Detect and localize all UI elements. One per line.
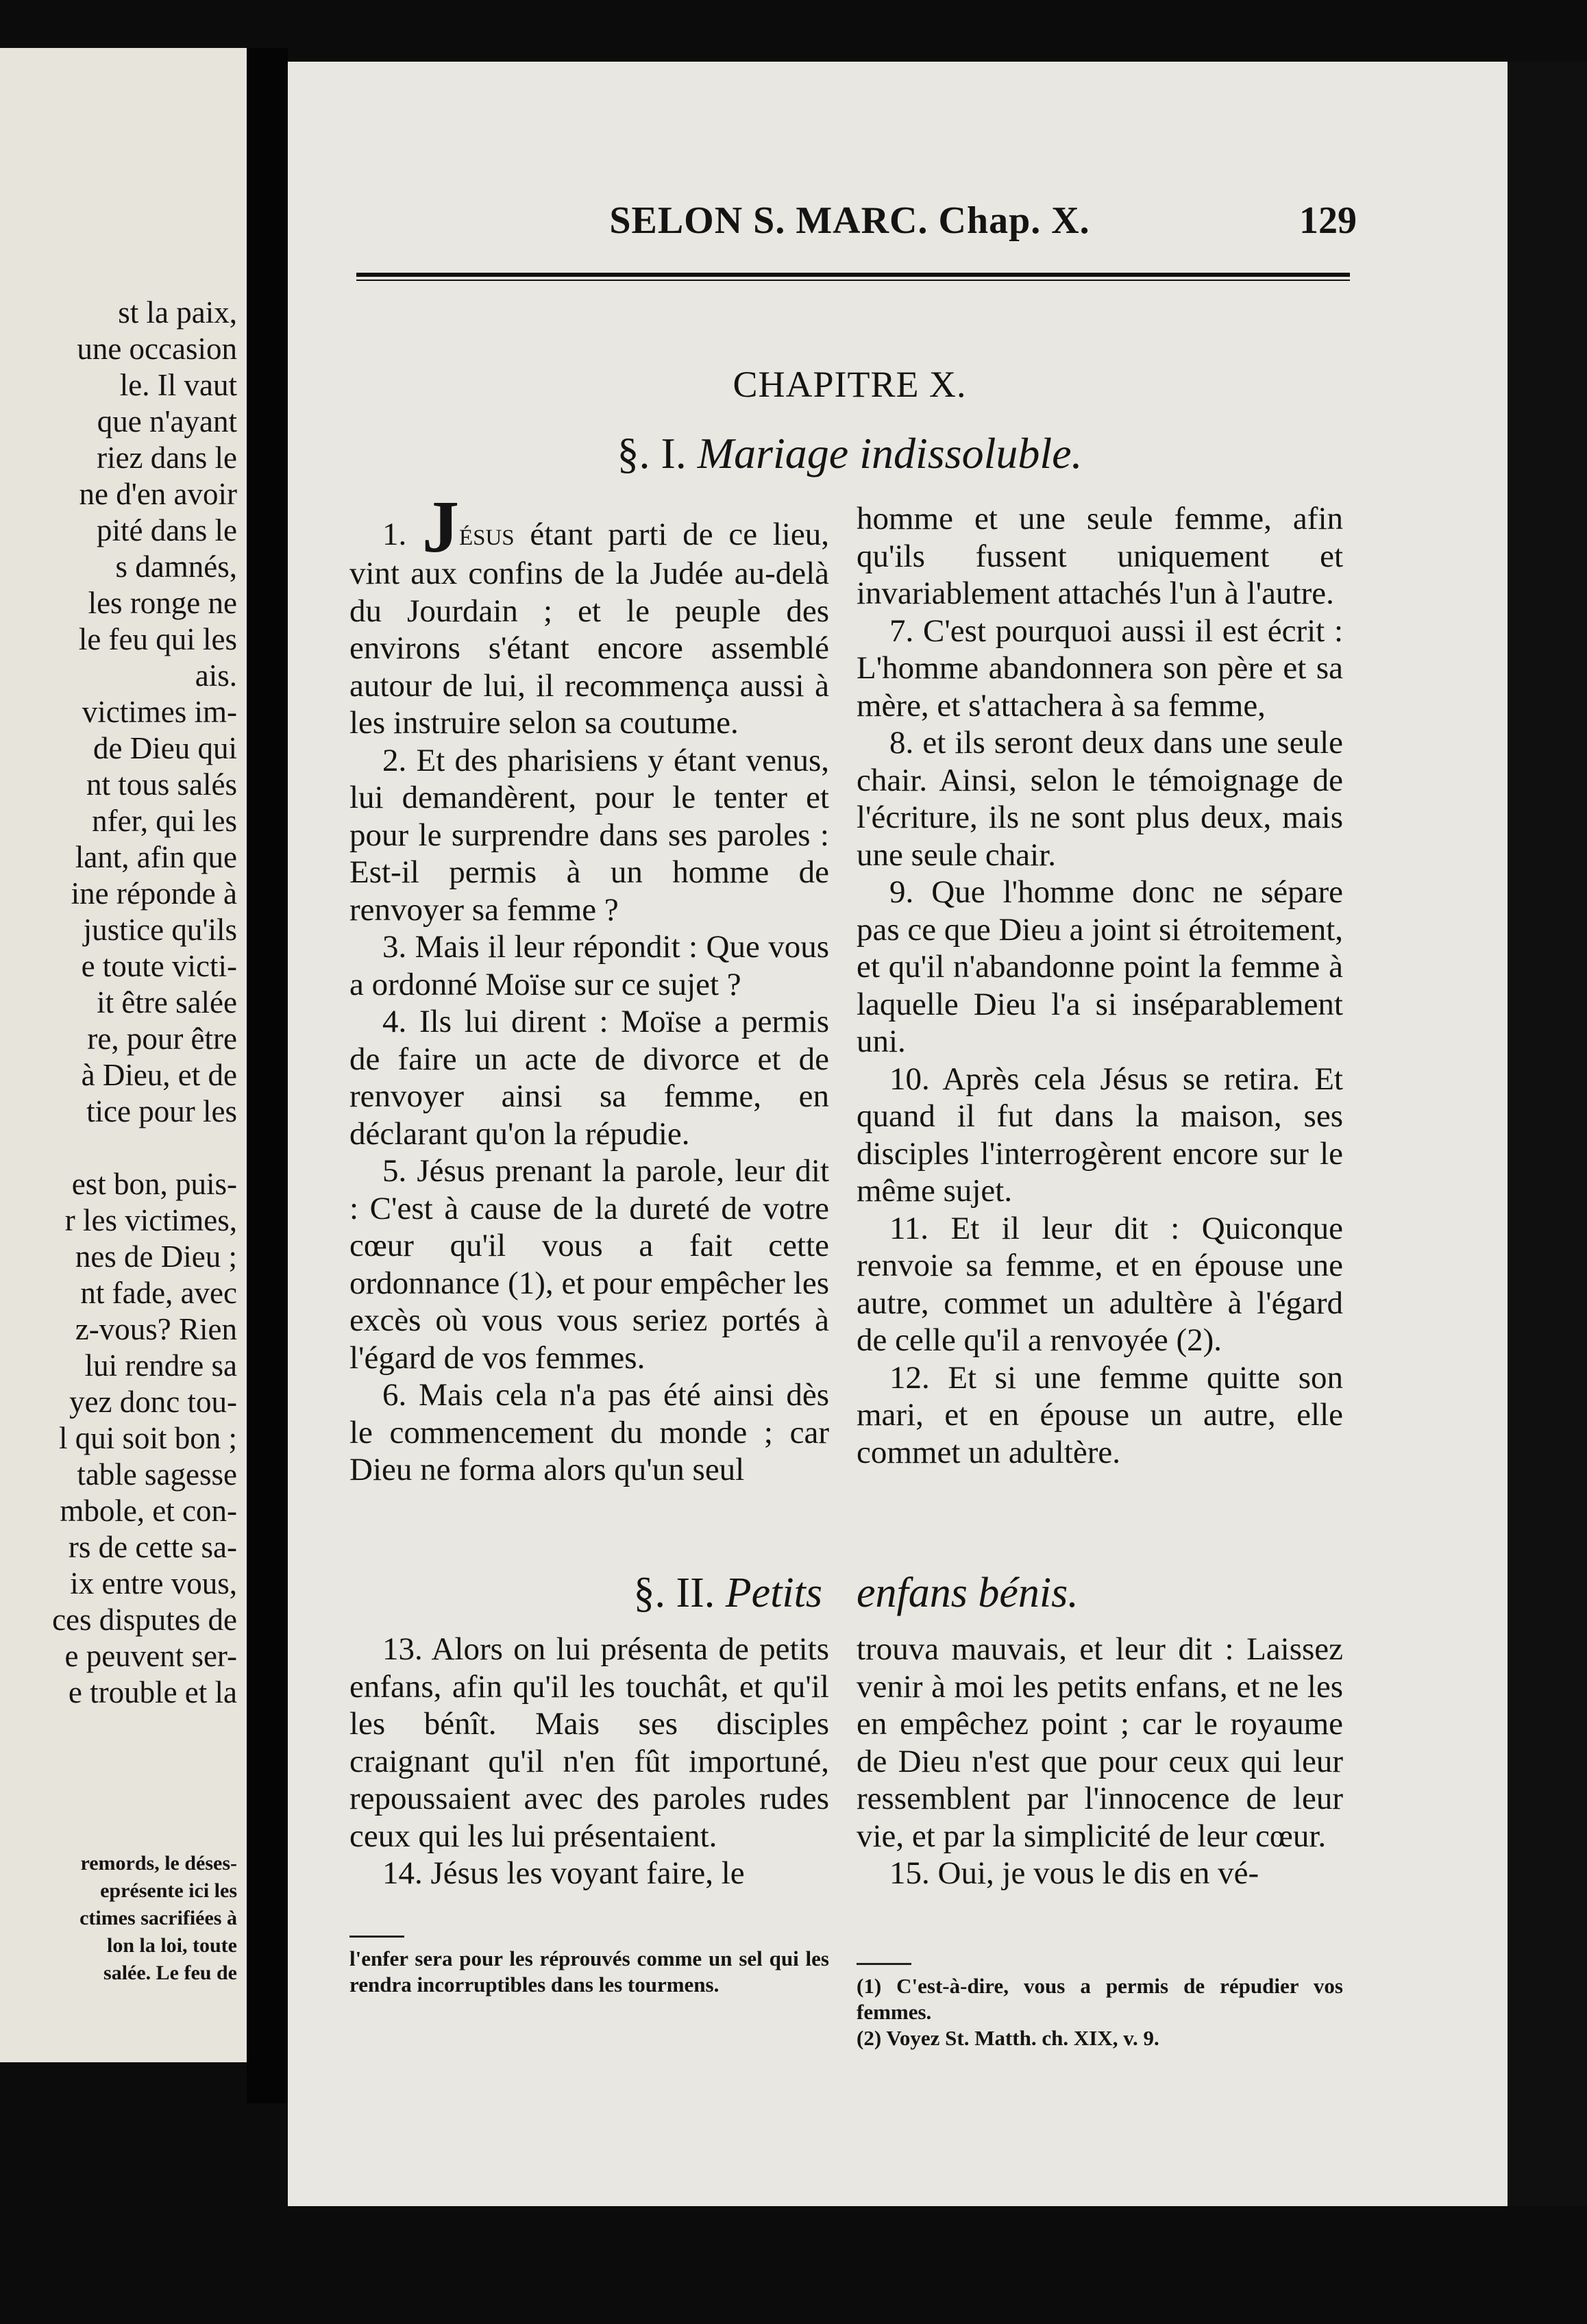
previous-page-line: it être salée [97,985,237,1019]
drop-cap: J [421,486,459,568]
previous-page-note-line: remords, le déses- [80,1852,237,1875]
header-rule [356,273,1350,281]
verse-paragraph: 9. Que l'homme donc ne sépare pas ce que Dieu a joint si étroitement, et qu'il n'abandonne point la femme à laquelle Dieu l'a si inséparablement uni. [857,874,1344,1059]
previous-page-line: re, pour être [87,1022,237,1056]
column-right-bottom [857,1631,1343,1892]
previous-page-line: est bon, puis- [71,1167,237,1201]
verse-paragraph: 10. Après cela Jésus se retira. Et quand il fut dans la maison, ses disciples l'interrogèrent encore sur le même sujet. [857,1061,1343,1209]
previous-page-note-line: eprésente ici les [100,1879,237,1902]
previous-page-line: nfer, qui les [92,804,237,838]
verse-paragraph: 15. Oui, je vous le dis en vé- [889,1855,1259,1891]
previous-page-line [0,1130,247,1166]
verse-paragraph: 6. Mais cela n'a pas été ainsi dès le commencement du monde ; car Dieu ne forma alors qu'un seul [349,1377,829,1487]
footnote-rule-right [857,1963,911,1965]
section-title-left: Petits [725,1570,822,1616]
previous-page-lines [0,295,247,1711]
previous-page-line: que n'ayant [97,404,237,438]
previous-page-line: à Dieu, et de [81,1058,237,1092]
footnote-text: (2) Voyez St. Matth. ch. XIX, v. 9. [857,2026,1159,2050]
footnote-text: l'enfer sera pour les réprouvés comme un sel qui les rendra incorruptibles dans les tourmens. [349,1946,829,1997]
book-gutter [247,48,288,2103]
column-left-top [349,486,830,1576]
previous-page-line: l qui soit bon ; [58,1421,237,1455]
previous-page-line: r les victimes, [64,1203,237,1237]
previous-page-line: nes de Dieu ; [75,1239,237,1274]
running-head [343,199,1357,260]
previous-page-line: les ronge ne [88,586,237,620]
previous-page-note-line: lon la loi, toute [106,1934,237,1957]
verse-text: étant parti de ce lieu, vint aux confins de la Judée au-delà du Jourdain ; et le peuple des environs s'étant encore assemblé autour de lui, il recommença aussi à les instruire selon sa coutume. [349,517,830,741]
previous-page-line: ne d'en avoir [79,477,237,511]
previous-page-line: le. Il vaut [119,368,237,402]
section-number: §. I. [617,429,687,478]
verse-number: 1. [382,517,422,552]
small-caps-word: ésus [458,517,515,552]
previous-page-line: e toute victi- [81,949,237,983]
section-heading-2 [349,1569,1343,1624]
section-heading-2-left [634,1569,823,1618]
verse-paragraph: 2. Et des pharisiens y étant venus, lui demandèrent, pour le tenter et pour le surprendre dans ses paroles : Est-il permis à un homme de renvoyer sa femme ? [349,742,829,928]
previous-page-line: ais. [195,658,237,693]
column-left-bottom [349,1631,829,1892]
section-title-right: enfans bénis. [857,1570,1079,1616]
footnote-rule-left [349,1936,404,1938]
previous-page-line: justice qu'ils [83,913,237,947]
previous-page-line: table sagesse [77,1457,237,1492]
page-edge [1508,62,1587,2206]
previous-page-line: une occasion [77,332,237,366]
verse-paragraph: 4. Ils lui dirent : Moïse a permis de faire un acte de divorce et de renvoyer ainsi sa femme, en déclarant qu'on la répudie. [349,1004,829,1152]
previous-page-line: tice pour les [86,1094,237,1128]
previous-page-line: ix entre vous, [70,1566,237,1600]
footnote-text: (1) C'est-à-dire, vous a permis de répudier vos femmes. [857,1974,1343,2024]
previous-page-fragment [0,48,247,2062]
section-heading-1 [343,428,1357,479]
previous-page-line: de Dieu qui [93,731,237,765]
previous-page-line: riez dans le [97,441,237,475]
verse-paragraph: 5. Jésus prenant la parole, leur dit : C'est à cause de la dureté de votre cœur qu'il vous a fait cette ordonnance (1), et pour empêcher les excès où vous vous seriez portés à l'égard de vos femmes. [349,1153,829,1376]
verse-paragraph: homme et une seule femme, afin qu'ils fussent uniquement et invariablement attachés l'un à l'autre. [857,501,1343,611]
verse-paragraph: 11. Et il leur dit : Quiconque renvoie sa femme, et en épouse une autre, commet un adultère à l'égard de celle qu'il a renvoyée (2). [857,1210,1343,1358]
chapter-title: CHAPITRE X. [733,364,967,405]
previous-page-line: mbole, et con- [60,1494,237,1528]
page-number: 129 [1299,199,1357,242]
footnote-left [349,1946,829,1998]
verse-paragraph: 14. Jésus les voyant faire, le [382,1855,745,1891]
section-number: §. II. [633,1570,715,1616]
column-right-top [857,500,1343,1576]
previous-page-line: ine réponde à [71,876,237,911]
previous-page-note-line: salée. Le feu de [103,1962,237,1984]
previous-page-note-line: ctimes sacrifiées à [79,1907,237,1929]
previous-page-line: e trouble et la [68,1675,237,1709]
previous-page-line: lant, afin que [75,840,237,874]
previous-page-line: rs de cette sa- [68,1530,237,1564]
verse-paragraph: trouva mauvais, et leur dit : Laissez venir à moi les petits enfans, et ne les en empêchez point ; car le royaume de Dieu n'est que pour ceux qui leur ressemblent par l'innocence de leur vie, et par la simplicité de leur cœur. [857,1631,1343,1854]
previous-page-line: victimes im- [82,695,237,729]
verse-paragraph: 13. Alors on lui présenta de petits enfans, afin qu'il les touchât, et qu'il les bénît. Mais ses disciples craignant qu'il n'en fût importuné, repoussaient avec des paroles rudes ceux qui les lui présentaient. [349,1631,829,1854]
verse-paragraph: 3. Mais il leur répondit : Que vous a ordonné Moïse sur ce sujet ? [349,929,829,1002]
previous-page-line: s damnés, [115,549,237,584]
previous-page-line: st la paix, [118,295,237,330]
previous-page-line: yez donc tou- [69,1385,237,1419]
footnotes-right [857,1973,1343,2051]
previous-page-footnotes [0,1850,247,1987]
section-title: Mariage indissoluble. [697,429,1083,478]
verse-paragraph: 8. et ils seront deux dans une seule chair. Ainsi, selon le témoignage de l'écriture, ils ne sont plus deux, mais une seule chair. [857,725,1343,873]
previous-page-line: z-vous? Rien [75,1312,237,1346]
verse-paragraph: 12. Et si une femme quitte son mari, et en épouse un autre, elle commet un adultère. [857,1359,1343,1470]
previous-page-line: nt fade, avec [80,1276,237,1310]
verse-paragraph: 7. C'est pourquoi aussi il est écrit : L'homme abandonnera son père et sa mère, et s'attachera à sa femme, [857,613,1343,724]
previous-page-line: e peuvent ser- [64,1639,237,1673]
running-title: SELON S. MARC. Chap. X. [609,199,1090,242]
previous-page-line: lui rendre sa [84,1348,237,1383]
previous-page-line: le feu qui les [78,622,237,656]
previous-page-line: nt tous salés [86,767,237,802]
verse-paragraph [349,486,830,742]
previous-page-line: ces disputes de [52,1603,237,1637]
previous-page-line: pité dans le [97,513,237,547]
page [288,62,1508,2206]
